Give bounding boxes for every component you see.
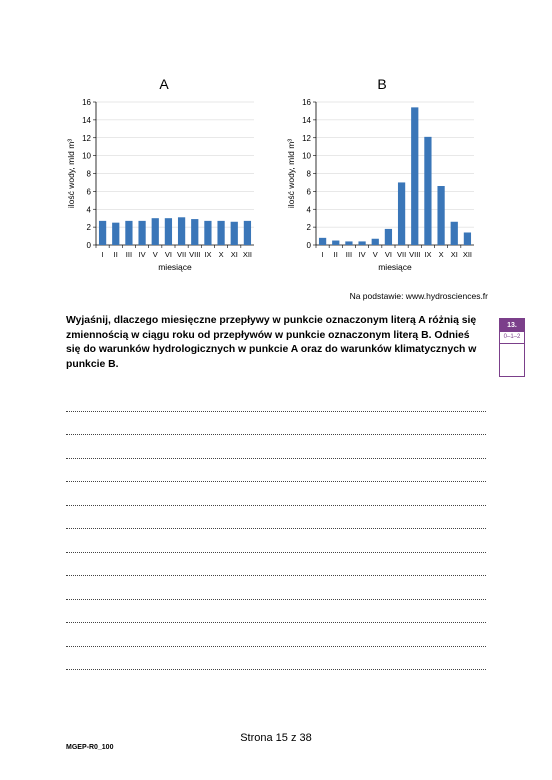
answer-line[interactable] bbox=[66, 412, 486, 436]
bar bbox=[437, 186, 444, 245]
bar bbox=[358, 241, 365, 245]
bar bbox=[217, 221, 224, 245]
y-tick-label: 4 bbox=[86, 205, 91, 215]
bar bbox=[165, 218, 172, 245]
x-tick-label: II bbox=[333, 250, 338, 259]
score-range: 0–1–2 bbox=[500, 332, 524, 344]
answer-line[interactable] bbox=[66, 388, 486, 412]
x-tick-label: VIII bbox=[189, 250, 201, 259]
task-question: Wyjaśnij, dlaczego miesięczne przepływy w punkcie oznaczonym literą A różnią się zmiennością w ciągu roku od przepływów w punkcie oznaczonym literą B. Odnieś się do warunków hydrologicznych w punkcie A oraz do warunków klimatycznych w punkcie B. bbox=[66, 315, 477, 370]
answer-line[interactable] bbox=[66, 529, 486, 553]
bar bbox=[319, 238, 326, 245]
x-tick-label: III bbox=[125, 250, 133, 259]
bar bbox=[424, 137, 431, 245]
x-tick-label: X bbox=[218, 250, 224, 259]
score-field[interactable] bbox=[500, 344, 524, 376]
x-axis-label: miesiące bbox=[158, 262, 192, 272]
x-tick-label: II bbox=[113, 250, 118, 259]
x-tick-label: XII bbox=[242, 250, 253, 259]
answer-line[interactable] bbox=[66, 600, 486, 624]
chart-a bbox=[60, 92, 253, 282]
answer-line[interactable] bbox=[66, 623, 486, 647]
answer-line[interactable] bbox=[66, 482, 486, 506]
answer-line[interactable] bbox=[66, 576, 486, 600]
bar bbox=[204, 221, 211, 245]
y-tick-label: 6 bbox=[86, 187, 91, 197]
y-tick-label: 2 bbox=[86, 223, 91, 233]
y-tick-label: 12 bbox=[302, 133, 311, 143]
bar bbox=[99, 221, 106, 245]
bar bbox=[411, 107, 418, 245]
y-tick-label: 10 bbox=[302, 151, 311, 161]
y-tick-label: 4 bbox=[306, 205, 311, 215]
x-tick-label: X bbox=[438, 250, 444, 259]
y-tick-label: 6 bbox=[306, 187, 311, 197]
answer-line[interactable] bbox=[66, 506, 486, 530]
bar bbox=[191, 219, 198, 245]
bar bbox=[112, 223, 119, 245]
x-tick-label: V bbox=[152, 250, 158, 259]
bar bbox=[125, 221, 132, 245]
bar bbox=[138, 221, 145, 245]
bar bbox=[451, 222, 458, 245]
y-tick-label: 0 bbox=[306, 241, 311, 250]
score-box bbox=[499, 318, 525, 377]
answer-line[interactable] bbox=[66, 435, 486, 459]
x-tick-label: IV bbox=[138, 250, 146, 259]
chart-b bbox=[280, 92, 473, 282]
y-tick-label: 0 bbox=[86, 241, 91, 250]
x-tick-label: VIII bbox=[409, 250, 421, 259]
bar bbox=[372, 239, 379, 245]
x-tick-label: IX bbox=[204, 250, 212, 259]
y-tick-label: 12 bbox=[82, 133, 91, 143]
x-tick-label: XI bbox=[230, 250, 238, 259]
x-tick-label: IV bbox=[358, 250, 366, 259]
bar bbox=[178, 217, 185, 245]
bar bbox=[152, 218, 159, 245]
source-note: Na podstawie: www.hydrosciences.fr bbox=[349, 291, 488, 301]
x-tick-label: III bbox=[345, 250, 353, 259]
bar bbox=[345, 241, 352, 245]
answer-line[interactable] bbox=[66, 553, 486, 577]
x-tick-label: XI bbox=[450, 250, 458, 259]
y-tick-label: 16 bbox=[82, 98, 91, 107]
bar bbox=[231, 222, 238, 245]
y-axis-label: ilość wody, mld m³ bbox=[286, 138, 296, 209]
bar bbox=[332, 241, 339, 245]
bar bbox=[464, 232, 471, 245]
x-tick-label: VII bbox=[396, 250, 407, 259]
y-tick-label: 8 bbox=[306, 169, 311, 179]
x-tick-label: VI bbox=[384, 250, 392, 259]
x-tick-label: IX bbox=[424, 250, 432, 259]
x-tick-label: XII bbox=[462, 250, 473, 259]
x-tick-label: VII bbox=[176, 250, 187, 259]
x-tick-label: I bbox=[321, 250, 324, 259]
y-tick-label: 8 bbox=[86, 169, 91, 179]
answer-line[interactable] bbox=[66, 647, 486, 671]
y-axis-label: ilość wody, mld m³ bbox=[66, 138, 76, 209]
bar bbox=[398, 182, 405, 245]
bar bbox=[244, 221, 251, 245]
x-tick-label: V bbox=[372, 250, 378, 259]
x-axis-label: miesiące bbox=[378, 262, 412, 272]
y-tick-label: 10 bbox=[82, 151, 91, 161]
page-number: Strona 15 z 38 bbox=[240, 732, 312, 744]
bar bbox=[385, 229, 392, 245]
chart-a-title: A bbox=[159, 76, 169, 92]
exam-code: MGEP-R0_100 bbox=[66, 744, 114, 751]
x-tick-label: VI bbox=[164, 250, 172, 259]
y-tick-label: 2 bbox=[306, 223, 311, 233]
y-tick-label: 14 bbox=[82, 115, 91, 125]
task-number: 13. bbox=[500, 319, 524, 332]
answer-lines[interactable] bbox=[66, 388, 486, 670]
y-tick-label: 14 bbox=[302, 115, 311, 125]
x-tick-label: I bbox=[101, 250, 104, 259]
y-tick-label: 16 bbox=[302, 98, 311, 107]
answer-line[interactable] bbox=[66, 459, 486, 483]
chart-b-title: B bbox=[377, 76, 387, 92]
